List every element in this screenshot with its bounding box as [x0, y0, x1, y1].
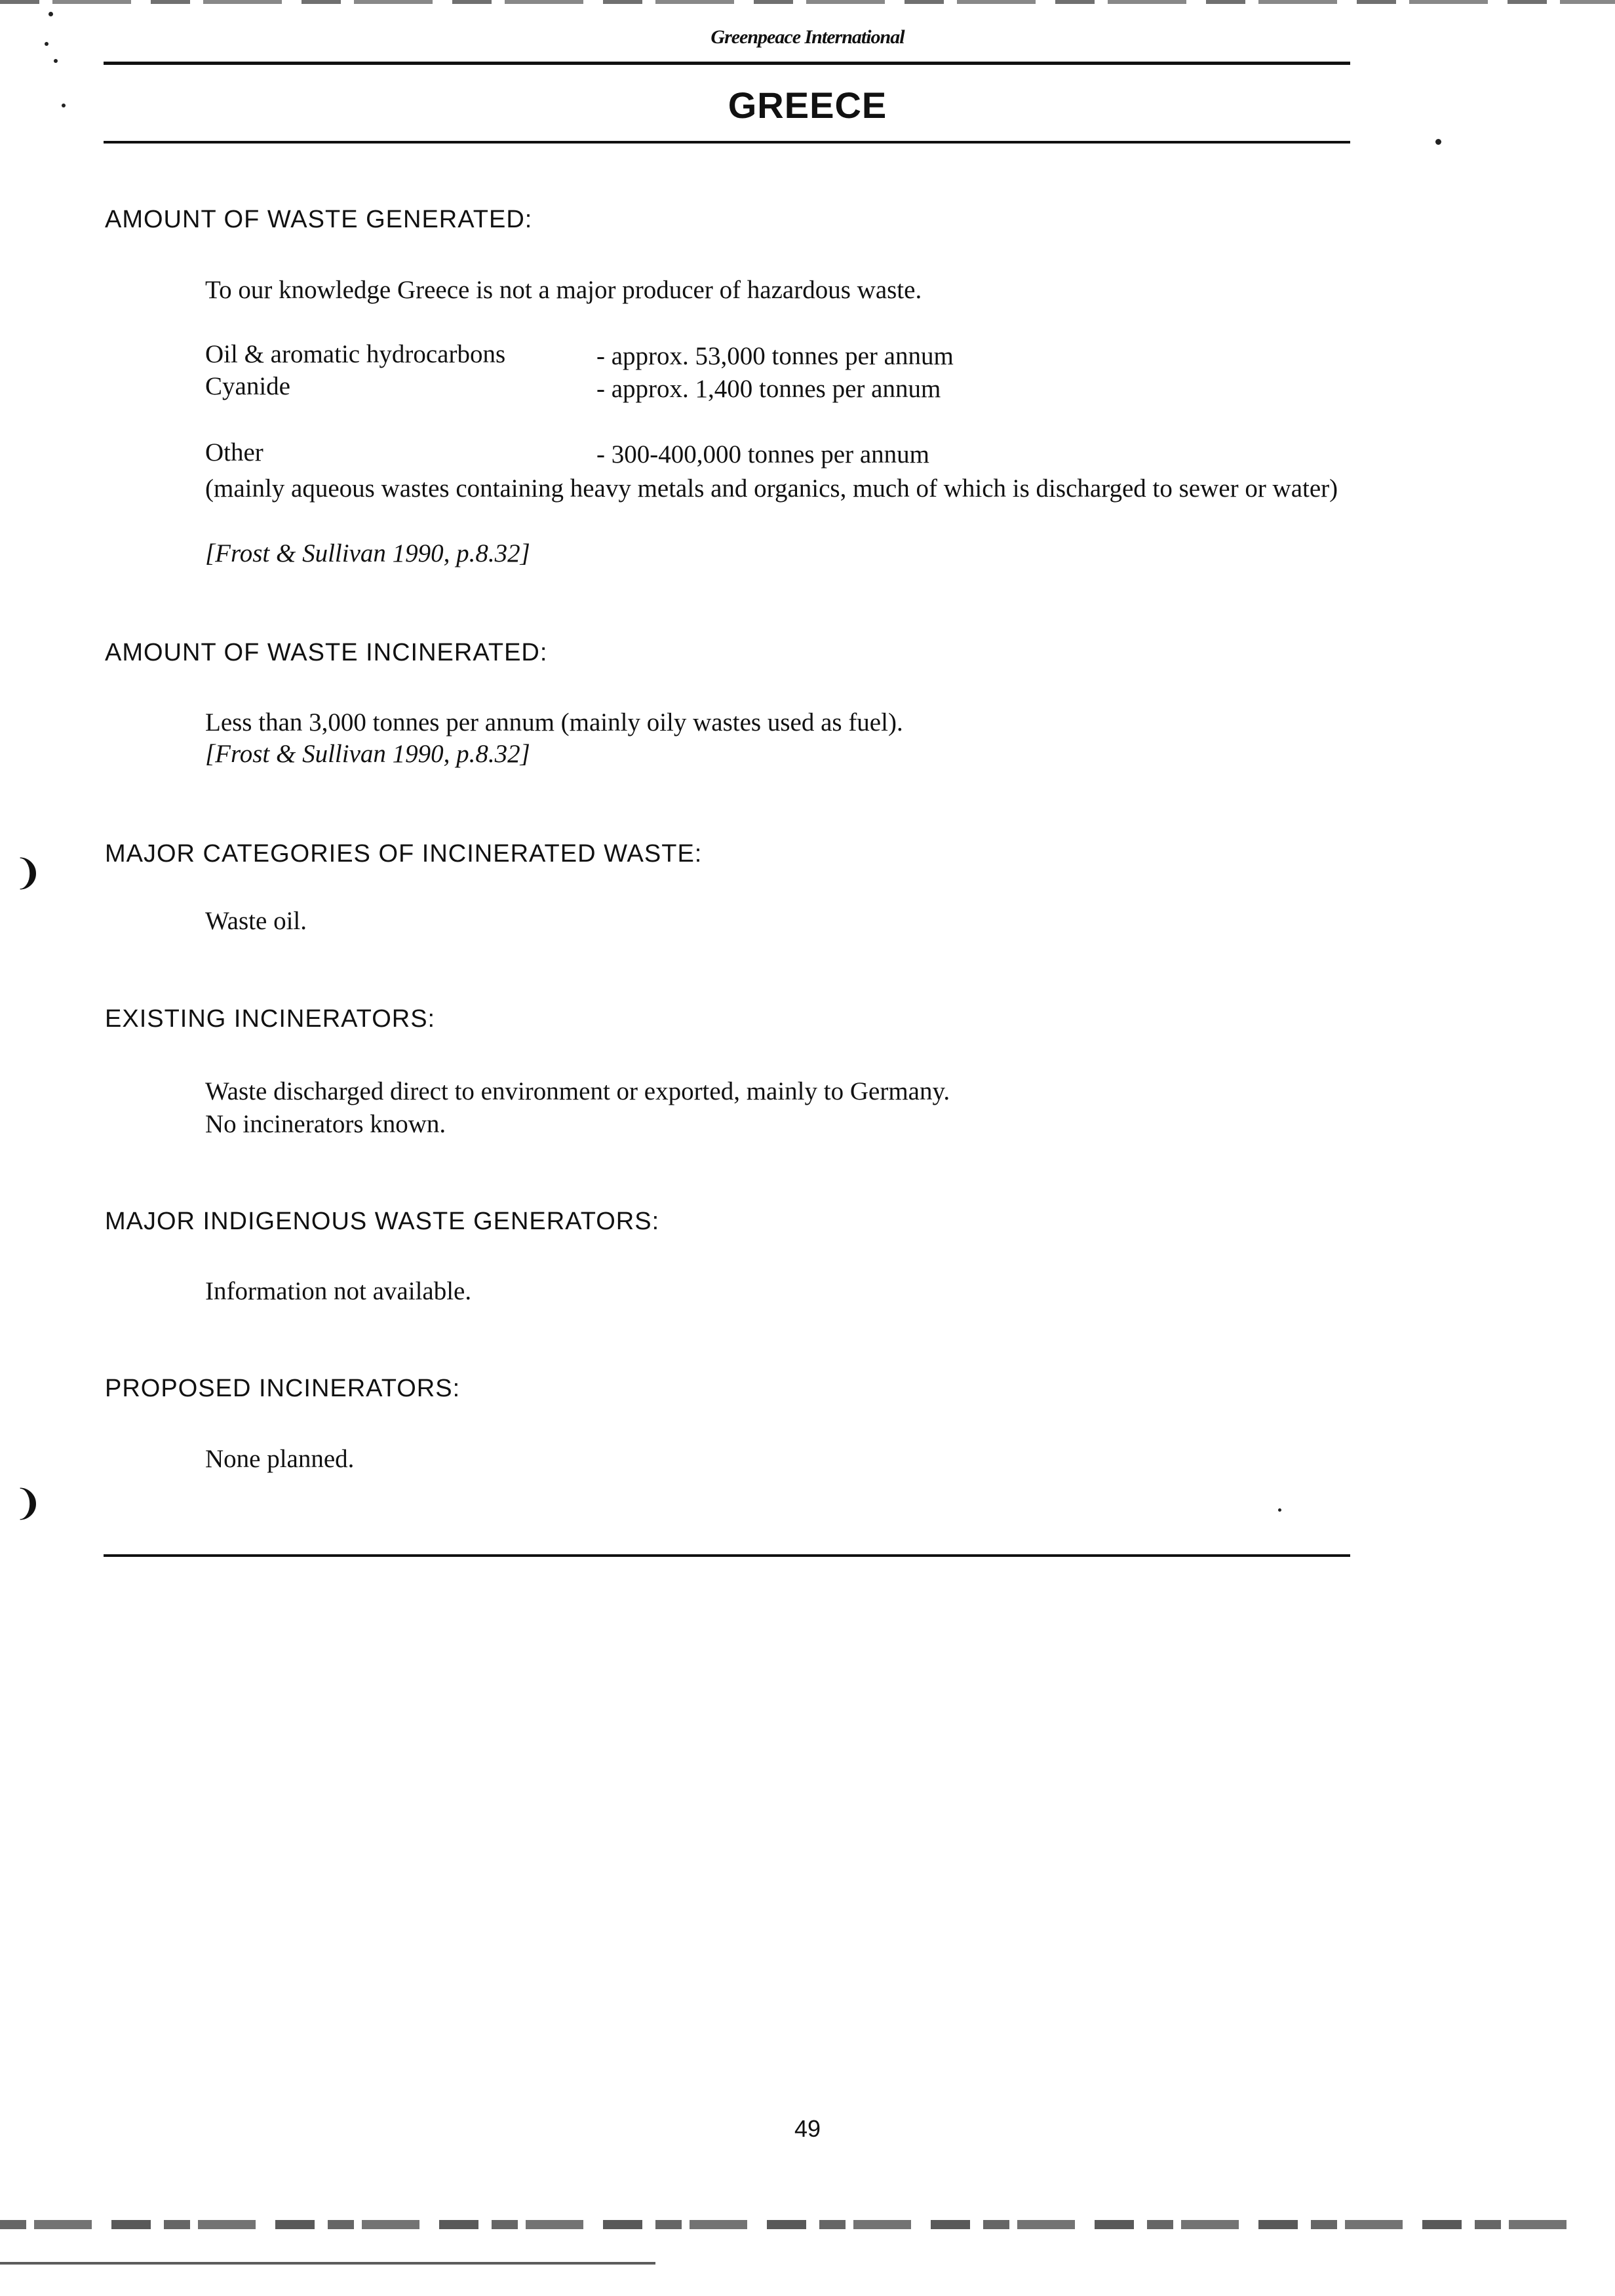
existing-incinerators-line-1: Waste discharged direct to environment or exported, mainly to Germany.: [205, 1077, 950, 1105]
title-rule: [104, 141, 1350, 144]
proposed-incinerators-text: None planned.: [205, 1445, 355, 1473]
incinerated-categories-text: Waste oil.: [205, 907, 307, 935]
scan-edge-top: [0, 0, 1615, 4]
scan-dot: [1278, 1508, 1281, 1512]
page-number: 49: [794, 2115, 821, 2142]
binding-mark-icon: ❩: [13, 1482, 43, 1523]
indigenous-generators-text: Information not available.: [205, 1277, 472, 1305]
waste-item-oil: Oil & aromatic hydrocarbons: [205, 340, 506, 368]
section-heading-proposed-incinerators: PROPOSED INCINERATORS:: [105, 1375, 461, 1402]
scan-edge-bottom: [0, 2220, 1573, 2229]
waste-item-other: Other: [205, 438, 263, 467]
page-title: GREECE: [728, 85, 887, 126]
scan-dot: [54, 59, 58, 63]
waste-generated-intro: To our knowledge Greece is not a major producer of hazardous waste.: [205, 276, 922, 304]
waste-incinerated-text: Less than 3,000 tonnes per annum (mainly oily wastes used as fuel).: [205, 708, 903, 737]
waste-incinerated-citation: [Frost & Sullivan 1990, p.8.32]: [205, 740, 530, 768]
waste-generated-note: (mainly aqueous wastes containing heavy metals and organics, much of which is discharged to sewer or water): [205, 474, 1338, 503]
waste-amount-other: - 300-400,000 tonnes per annum: [596, 440, 929, 469]
waste-generated-citation: [Frost & Sullivan 1990, p.8.32]: [205, 539, 530, 567]
section-heading-incinerated-categories: MAJOR CATEGORIES OF INCINERATED WASTE:: [105, 840, 703, 868]
section-heading-waste-generated: AMOUNT OF WASTE GENERATED:: [105, 206, 533, 233]
scan-edge-line: [0, 2262, 655, 2265]
running-head: Greenpeace International: [710, 26, 905, 48]
waste-amount-cyanide: - approx. 1,400 tonnes per annum: [596, 375, 941, 403]
section-heading-waste-incinerated: AMOUNT OF WASTE INCINERATED:: [105, 639, 548, 666]
existing-incinerators-line-2: No incinerators known.: [205, 1110, 446, 1138]
scan-dot: [62, 104, 66, 107]
section-heading-indigenous-generators: MAJOR INDIGENOUS WASTE GENERATORS:: [105, 1208, 660, 1235]
closing-rule: [104, 1554, 1350, 1557]
scan-dot: [1435, 139, 1441, 145]
binding-mark-icon: ❩: [13, 852, 43, 893]
section-heading-existing-incinerators: EXISTING INCINERATORS:: [105, 1005, 436, 1033]
header-rule: [104, 62, 1350, 65]
waste-item-cyanide: Cyanide: [205, 372, 290, 400]
scan-dot: [49, 12, 53, 16]
waste-amount-oil: - approx. 53,000 tonnes per annum: [596, 342, 954, 370]
scan-dot: [45, 42, 49, 46]
